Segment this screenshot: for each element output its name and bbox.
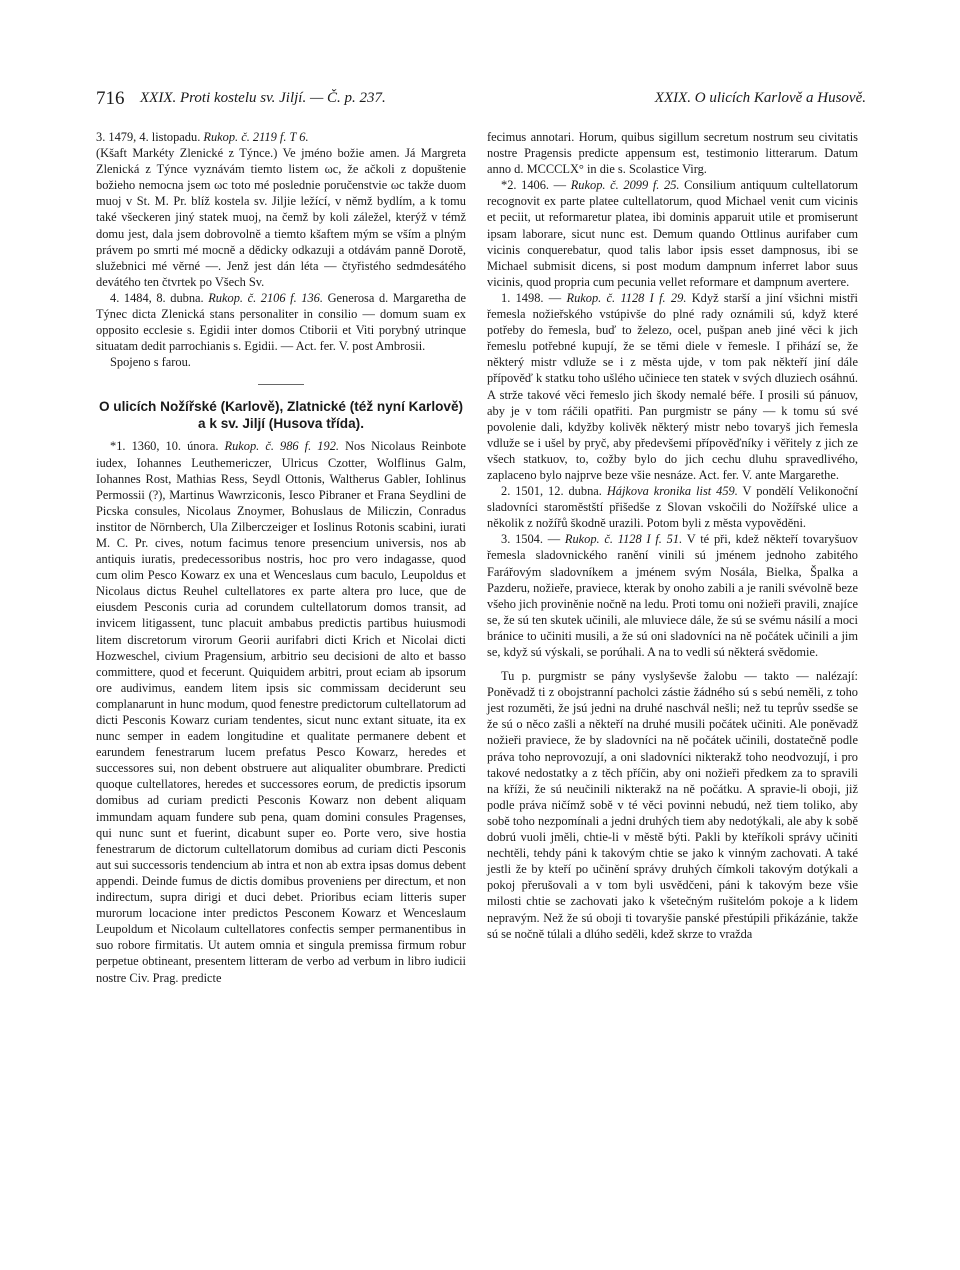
entry-1-1498 [487, 290, 858, 483]
section-title: O ulicích Nožířské (Karlově), Zlatnické (též nyní Karlově) a k sv. Jiljí (Husova třída). [98, 399, 464, 432]
entry-body: Nos Nicolaus Reinbote iudex, Iohannes Leuthemericzer, Ulricus Czotter, Wolflinus Galm, Iohannes Rost, Mathias Ress, Seydl Ottonis, Waltherus Gabler, Iohlinus Permossii (?), Martinus Wawrziconis, Iesco Pibraner et Frana Seydlini de Picska consules, Nicolaus Znoymer, Bohuslaus de Miliczin, Conradus institor de Nörnberch, Ula Zilberczeiger et Ioslinus Rotonis scabini, iurati M. C. Pr. cives, notum facimus tenore presencium universis, nos ab antiquis iuratis, predecessoribus nostris, hoc pro vero indagasse, quod cum olim Pesco Kowarz ex una et Wenceslaus cum baculo, Leupoldus et Nicolaus dictus Reuhel cultellatores ex parte altera pro luce, que de eiusdem Pesconis curia ad corundem cultellatorum domos transit, ad invicem litigassent, tunc placuit ambabus predictis partibus huiusmodi litem discretorum virorum Georii aurifabri dicti Krich et Nicolai dicti Hozweschel, civium Pragensium, arbitrio seu decisioni de alto et basso committere, quod et fecerunt. Quiquidem arbitri, prout eciam ab ipsorum ore audivimus, eandem litem ipsis sic commissam deciderunt seu complanarunt in hunc modum, quod fenestre predictorum cultellatorum ad dicti Pesconis Kowarz curiam tendentes, sicut nunc extant situate, ita ex nunc semper in eadem longitudine et qualitate permanere debent et earundem fenestrarum lucem prefatus Pesco Kowarz, heredes et successores sui, non debent obstruere aut aliqualiter obumbrare. Predicti quoque cultellatores, heredes et successores eorum, de predictis ipsorum domibus ad curiam predicti Pesconis Kowarz non debent aliquam immundam aquam fundere sub pena, quam domini consules Pragenses, qui nunc sunt et fuerint, dicabunt super eo. Porte vero, sive hostia fenestrarum de dictorum cultellatorum domibus ad curiam dicti Pesconis aut sui successoris tendencium ab intra et non ab extra ipsas domus debent appendi. Deinde fumus de dictis domibus proveniens per directum, et non indirectum, supra dirigi et duci debet. Prioribus eciam litteris super murorum locacione inter predictos Pesconem Kowarz et Wenceslaum Leupoldum et Nicolaum cultellatores confectis semper permanentibus in suo robore firmitatis. Ut autem omnia et singula premissa firmum robur perpetue obtineant, presentem litteram de verbo ad verbum in libro iudicii nostre Civ. Prag. predicte [96, 439, 466, 985]
entry-lead: 4. 1484, 8. dubna. [110, 290, 209, 305]
entry-lead: 3. 1479, 4. listopadu. [96, 130, 204, 144]
left-column [96, 129, 466, 986]
continuation-text: fecimus annotari. Horum, quibus sigillum secretum nostrum seu civitatis nostre Pragensis predicte appensum est, testimonio litterarum. Datum anno d. MCCCLX° in die s. Scolastice Virg. [487, 130, 858, 177]
entry-lead: 2. 1501, 12. dubna. [501, 484, 607, 499]
entry-body: Generosa d. Margaretha de Týnec dicta Zlenická stans personaliter in consilio — domum suam ex opposito ecclesie s. Egidii inter domos Ctiborii et Viti porybný utrinque situatam dedit parrochianis s. Egidii. — Act. fer. V. post Ambrosii. [96, 290, 466, 354]
paragraph-gap [487, 660, 858, 668]
entry-3-1504 [487, 531, 858, 660]
entry-lead: 3. 1504. — [501, 532, 565, 547]
entry-source: Rukop. č. 986 f. 192. [224, 439, 339, 454]
entry-lead: *2. 1406. — [501, 178, 571, 193]
entry-3-zlenicka-will [96, 129, 466, 290]
entry-body: Consilium antiquum cultellatorum recognovit ex parte platee cultellatorum, quod Michael venit cum vicinis et peciit, ut reformaretur platea, ibi dominis apparuit utile et promiserunt ipsam laborare, sicut nunc est. Demum quando Ottlinus aurifaber cum vicinis conquerebatur, quod talis labor ipsis esset dampnosus, ibi se Michael submisit dicens, si post modum dampnum inferret labor suus vicinis, quod propria cum pecunia vellet reformare et dampnum avertere. [487, 178, 858, 289]
verdict-paragraph: Tu p. purgmistr se pány vyslyševše žalobu — takto — nalézají: Poněvadž ti z obojstranní pacholci zástie žádného sú s sebú neměli, z toho jest rozuměti, že jsú jedni na druhé naschvál nešli; než tu teprův ssedše se že sú o něco zašli a někteří na druhé musili počátek učiniti. Ale poněvadž nožieři praviece, že by sladovníci na ně počátek učinili, dostatečně podle práva toho neprovozují, a oni sladovníci nikterakž toho neodvozují, i pro takové nedostatky a z těch příčin, aby oni nožieři předkem za to spravili na kříži, že sú neučinili nikterakž na ně počátku. A spravie-li oboji, již podle práva ničímž sobě v té věci povinni nebudú, než tiem toliko, aby sobě toho nezpomínali a jedni druhých tiem aby nedotýkali, ale aby k sobě dobrú vuoli jměli, chtie-li v městě býti. Pakli by kteříkoli správy učiniti nechtěli, tehdy páni k takovým chtie se jako k vinným zachovati. A také jestli že by kteří po učinění správy druhých čímkoli takovým dotýkali a pokoj přerušovali a v tom byli usvědčeni, páni k takovým beze všie milosti chtie se zachovati jako k všetečným rušitelóm pokoje a k lidem nepravým. Než že sú oboji ti tovaryšie panské přestúpili přikázánie, takže sú se nočně túlali a dlúho seděli, kdež skrze to vražda [487, 669, 858, 941]
entry-body: V pondělí Velikonoční sladovníci staroměstští přišedše z Slovan vskočili do Nožířské ulice a několik z nožířů škodně urazili. Potom byli z města vypověděni. [487, 484, 858, 531]
running-title-left: XXIX. Proti kostelu sv. Jiljí. — Č. p. 237. [140, 90, 386, 106]
entry-lead: 1. 1498. — [501, 290, 567, 305]
entry-source: Rukop. č. 2119 f. T 6. [203, 130, 309, 144]
note-spojeno: Spojeno s farou. [110, 355, 191, 370]
entry-1-1360 [96, 438, 466, 985]
entry-lead: *1. 1360, 10. února. [110, 439, 225, 454]
entry-source: Rukop. č. 1128 I f. 51. [564, 532, 683, 547]
entry-4-generosa [96, 290, 466, 354]
entry-2-1501 [487, 483, 858, 531]
entry-source: Hájkova kronika list 459. [606, 484, 738, 499]
running-title-right: XXIX. O ulicích Karlově a Husově. [654, 90, 866, 106]
entry-source: Rukop. č. 1128 I f. 29. [566, 290, 687, 305]
entry-body: Když starší a jiní všichni mistři řemesla nožieřského vstúpivše do plné rady oznámili sú, když které potřeby do řemesla, buď to železo, ocel, pušpan aneb jiné věci k jich řemeslu potřebné kupují, že se těmi diele v řemesle. I přihází se, že některý mistr vdluže se i z města ujde, v tom pak někteří jiní dále přípověď k statku toho ušlého učiniece ten statek v svých dluziech osáhnú. A strže takové věci řemeslo jich škody nemalé béře. I prosili sú pánuov, aby je v tom ráčili opatřiti. Pan purgmistr se pány — k tomu sú své povolenie dali, kdyžby kolivěk některý mistr nebo tovaryš jich řemesla vdluže se i ušel by pryč, aby předevšemi přípověďníky i věřitely z jich ze všech statkuov, to, cožby bylo do jich cechu dluhu spravedlivého, zaplaceno bylo najprve beze všie nesnáze. Act. fer. V. ante Margarethe. [487, 290, 859, 482]
running-header [96, 88, 866, 112]
section-divider [258, 384, 304, 385]
entry-source: Rukop. č. 2106 f. 136. [208, 290, 323, 305]
right-column [487, 129, 858, 942]
entry-body: V té při, kdež někteří tovaryšuov řemesla sladovnického ranění vinili sú jménem jednoho zabitého Farářovým sladovníkem a jménem svým Nosála, Bielka, Špalka a Pazderu, nožieře, praviece, kterak by onoho zabili a je ranili svévolně beze všeho jich proviněnie nočně na ledu. Proti tomu oni nožieři pravili, znajíce se, že sú ten skutek učinili, ale mluviece dále, že sú se svému násilí a moci bránice to učiniti musili, a že sú oni sladovníci na ně počátek učinili a jim se, když sú výskali, se porúhali. A na to vedli sú některá svědomie. [487, 532, 858, 659]
entry-body: (Kšaft Markéty Zlenické z Týnce.) Ve jméno božie amen. Já Margreta Zlenická z Týnce vyznávám tiemto listem ωc, že ačkoli z dopuštenie božieho nemocna jsem ωc toto mé poslednie poručenstvie ωc takže duom muoj v St. M. Pr. blíž kostela sv. Jiljie ležící, v němž bydlím, a k tomu také všeckeren jiný statek muoj, na čemž by koli záležel, kterýž v témž domu jest, dala jsem dobrovolně a tiemto kšaftem mým se vším a plným právem po smrti mé mocně a dědicky odkazuji a otdávám panně Dorotě, služebnici mé věrné —. Jenž jest dán léta — čtyřistého sedmdesátého devátého ten čtvrtek po Všech Sv. [96, 146, 466, 289]
entry-source: Rukop. č. 2099 f. 25. [570, 178, 680, 193]
page-number: 716 [96, 88, 125, 109]
entry-2-1406 [487, 177, 858, 290]
